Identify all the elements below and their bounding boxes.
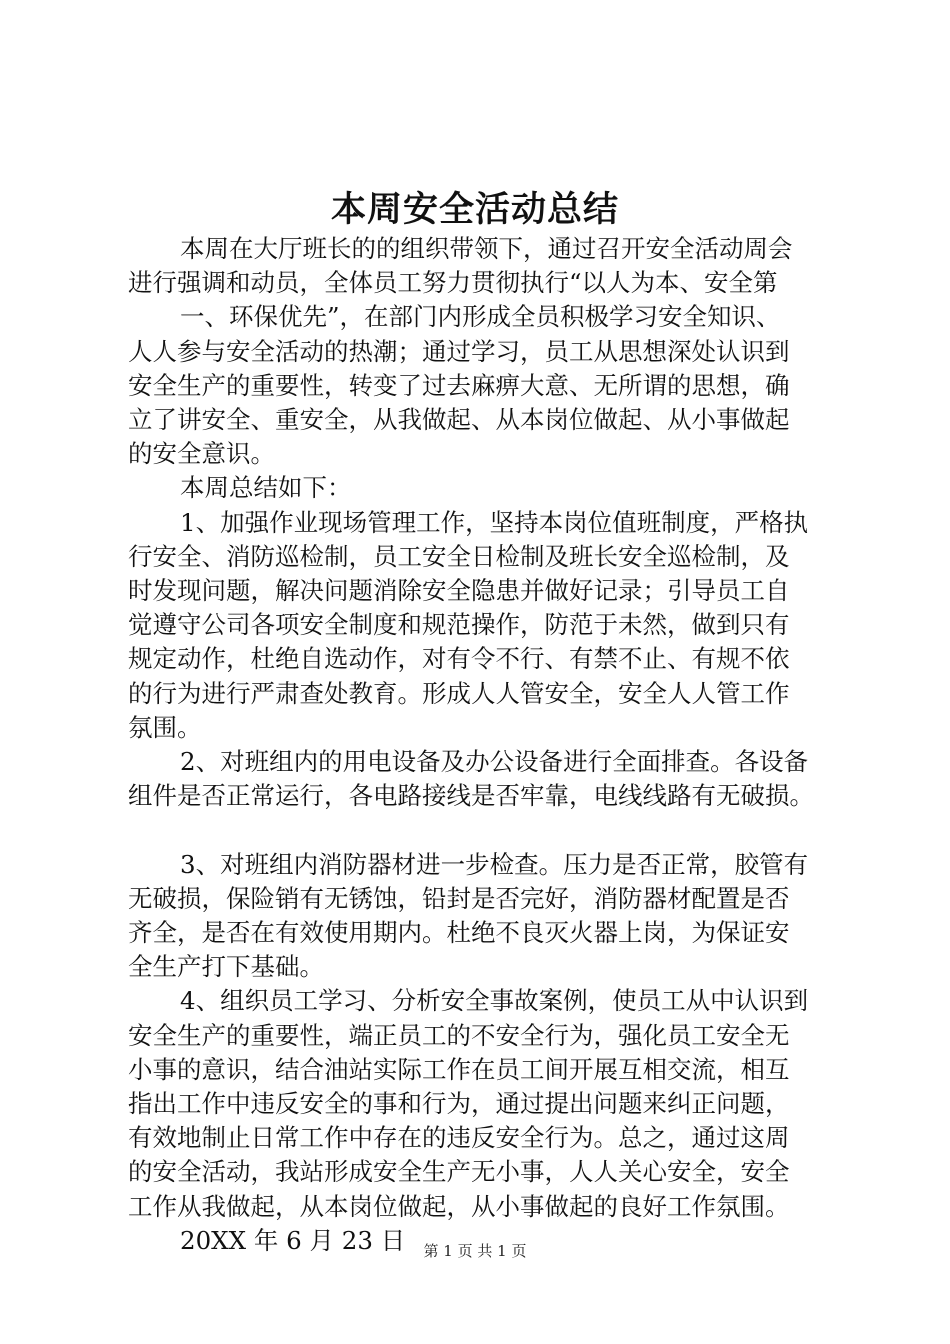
paragraph-line: 人人参与安全活动的热潮；通过学习，员工从思想深处认识到 [128,336,790,366]
paragraph-line: 的安全活动，我站形成安全生产无小事，人人关心安全，安全 [128,1157,790,1187]
paragraph-line: 齐全，是否在有效使用期内。杜绝不良灭火器上岗，为保证安 [128,918,790,948]
paragraph-line: 工作从我做起，从本岗位做起，从小事做起的良好工作氛围。 [128,1191,790,1221]
paragraph-line: 组件是否正常运行，各电路接线是否牢靠，电线线路有无破损。 [128,781,814,811]
paragraph-line: 本周在大厅班长的的组织带领下，通过召开安全活动周会 [180,234,793,263]
document-title: 本周安全活动总结 [330,189,619,230]
paragraph-line: 氛围。 [128,712,202,742]
paragraph-line: 行安全、消防巡检制，员工安全日检制及班长安全巡检制，及 [128,541,790,571]
paragraph-gap [128,813,848,847]
paragraph-line: 无破损，保险销有无锈蚀，铅封是否完好，消防器材配置是否 [128,883,790,913]
paragraph-line: 安全生产的重要性，转变了过去麻痹大意、无所谓的思想，确 [128,370,790,400]
document-body [128,232,848,1258]
paragraph-line: 的安全意识。 [128,439,275,469]
paragraph-line: 规定动作，杜绝自选动作，对有令不行、有禁不止、有规不依 [128,644,790,674]
paragraph-line: 有效地制止日常工作中存在的违反安全行为。总之，通过这周 [128,1123,790,1153]
paragraph-line: 的行为进行严肃查处教育。形成人人管安全，安全人人管工作 [128,678,790,708]
page-footer: 第 1 页 共 1 页 [423,1242,527,1260]
paragraph-line: 小事的意识，结合油站实际工作在员工间开展互相交流，相互 [128,1054,790,1084]
paragraph-line: 3、对班组内消防器材进一步检查。压力是否正常，胶管有 [180,849,809,879]
paragraph-line: 立了讲安全、重安全，从我做起、从本岗位做起、从小事做起 [128,405,790,435]
document-date: 20XX 年 6 月 23 日 [180,1225,406,1255]
paragraph-line: 安全生产的重要性，端正员工的不安全行为，强化员工安全无 [128,1020,790,1050]
paragraph-line: 2、对班组内的用电设备及办公设备进行全面排查。各设备 [180,747,809,777]
paragraph-line: 进行强调和动员，全体员工努力贯彻执行“以人为本、安全第 [128,268,778,298]
paragraph-line: 全生产打下基础。 [128,952,324,982]
paragraph-line: 4、组织员工学习、分析安全事故案例，使员工从中认识到 [180,986,809,1016]
paragraph-line: 一、环保优先”，在部门内形成全员积极学习安全知识、 [180,302,781,332]
paragraph-line: 觉遵守公司各项安全制度和规范操作，防范于未然，做到只有 [128,610,790,640]
paragraph-line: 指出工作中违反安全的事和行为，通过提出问题来纠正问题， [128,1089,790,1119]
paragraph-line: 1、加强作业现场管理工作，坚持本岗位值班制度，严格执 [180,507,809,537]
paragraph-line: 本周总结如下： [180,473,352,503]
paragraph-line: 时发现问题，解决问题消除安全隐患并做好记录；引导员工自 [128,576,790,606]
